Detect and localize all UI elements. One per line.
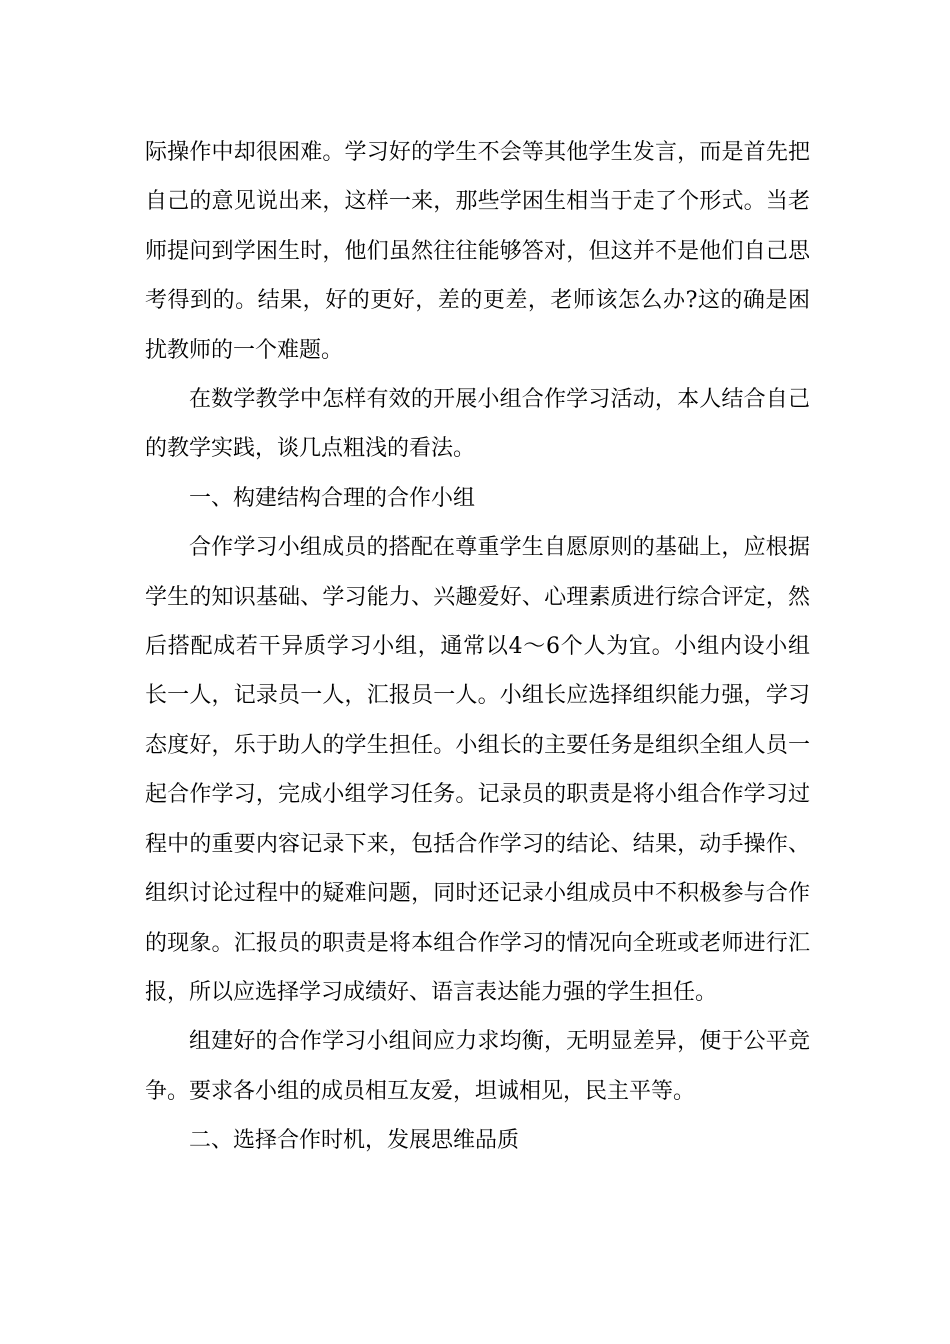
paragraph-group-balance: 组建好的合作学习小组间应力求均衡，无明显差异，便于公平竞争。要求各小组的成员相互友爱，坦诚相见，民主平等。	[145, 1029, 810, 1104]
paragraph-group-composition: 合作学习小组成员的搭配在尊重学生自愿原则的基础上，应根据学生的知识基础、学习能力、兴趣爱好、心理素质进行综合评定，然后搭配成若干异质学习小组，通常以4～6个人为宜。小组内设小组长一人，记录员一人，汇报员一人。小组长应选择组织能力强，学习态度好，乐于助人的学生担任。小组长的主要任务是组织全组人员一起合作学习，完成小组学习任务。记录员的职责是将小组合作学习过程中的重要内容记录下来，包括合作学习的结论、结果，动手操作、组织讨论过程中的疑难问题，同时还记录小组成员中不积极参与合作的现象。汇报员的职责是将本组合作学习的情况向全班或老师进行汇报，所以应选择学习成绩好、语言表达能力强的学生担任。	[145, 535, 810, 1005]
section-heading-1: 一、构建结构合理的合作小组	[189, 485, 476, 511]
document-body	[145, 128, 810, 1166]
paragraph-intro: 在数学教学中怎样有效的开展小组合作学习活动，本人结合自己的教学实践，谈几点粗浅的看法。	[145, 387, 810, 462]
paragraph-continuation: 际操作中却很困难。学习好的学生不会等其他学生发言，而是首先把自己的意见说出来，这样一来，那些学困生相当于走了个形式。当老师提问到学困生时，他们虽然往往能够答对，但这并不是他们自己思考得到的。结果，好的更好，差的更差，老师该怎么办?这的确是困扰教师的一个难题。	[145, 140, 810, 363]
section-heading-2: 二、选择合作时机，发展思维品质	[189, 1128, 520, 1154]
